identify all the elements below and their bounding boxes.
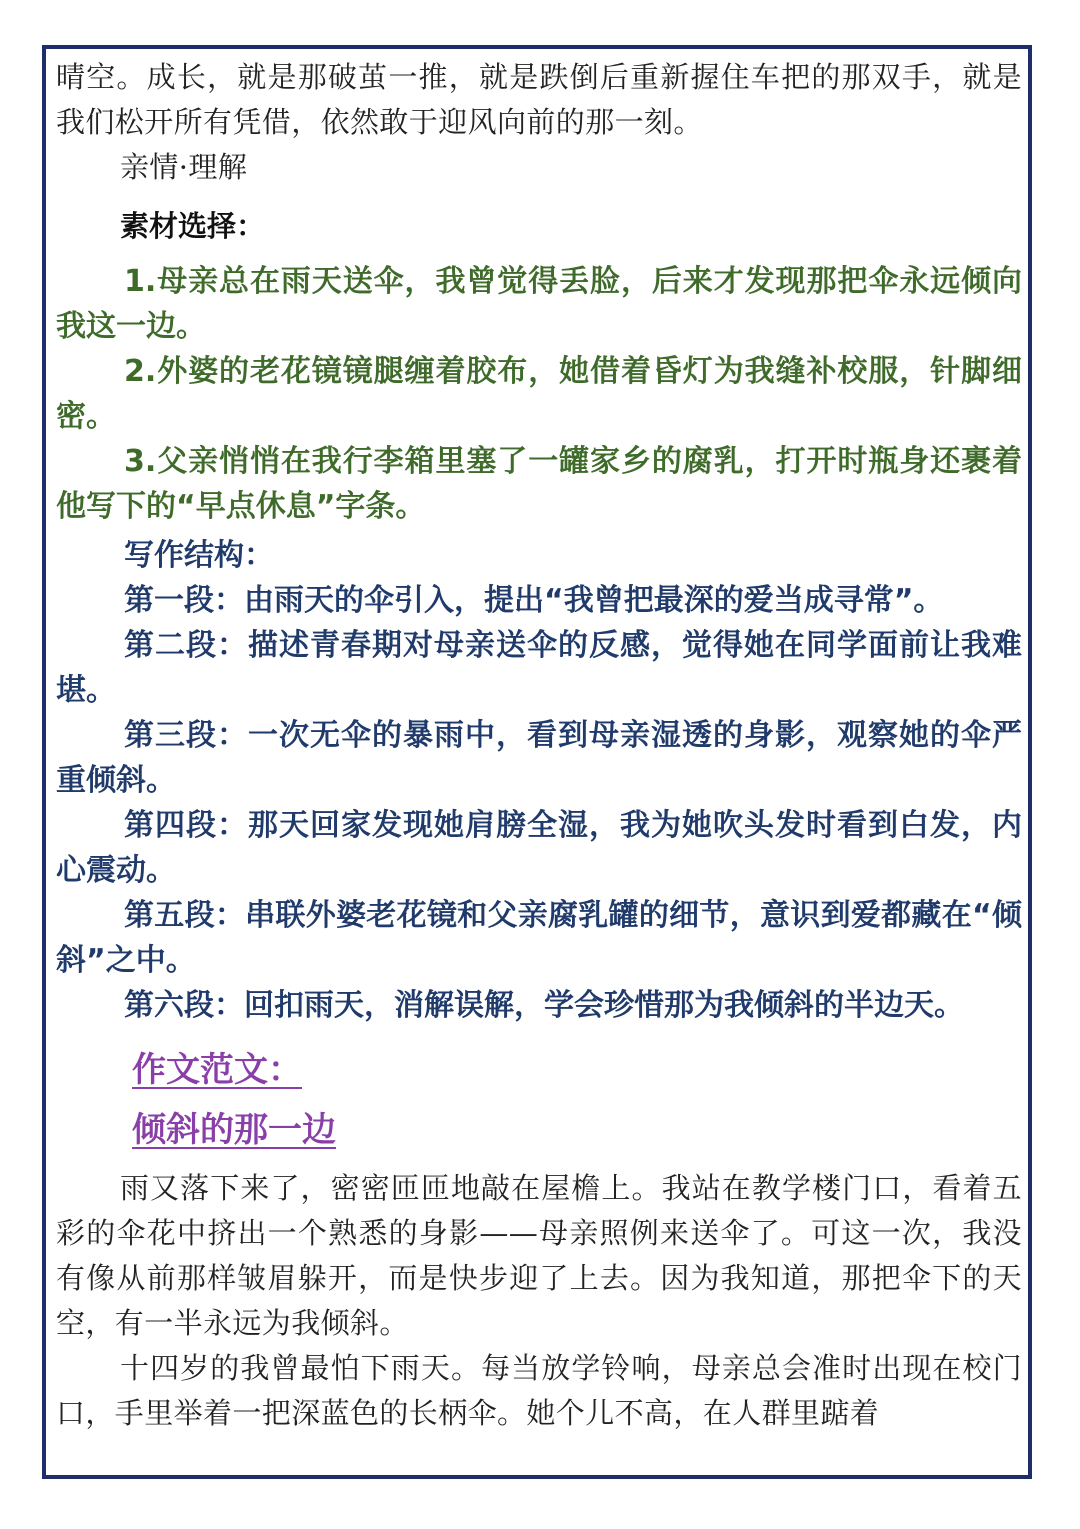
- material-item-2: 2.外婆的老花镜镜腿缠着胶布，她借着昏灯为我缝补校服，针脚细密。: [56, 354, 1022, 434]
- essay-paragraph-2: 十四岁的我曾最怕下雨天。每当放学铃响，母亲总会准时出现在校门口，手里举着一把深蓝色的长柄伞。她个儿不高，在人群里踮着: [56, 1351, 1022, 1430]
- structure-item-1: 第一段：由雨天的伞引入，提出“我曾把最深的爱当成寻常”。: [124, 583, 944, 618]
- structure-heading: 写作结构：: [124, 538, 274, 573]
- structure-item-4: 第四段：那天回家发现她肩膀全湿，我为她吹头发时看到白发，内心震动。: [56, 808, 1022, 888]
- essay-paragraph-1: 雨又落下来了，密密匝匝地敲在屋檐上。我站在教学楼门口，看着五彩的伞花中挤出一个熟悉的身影——母亲照例来送伞了。可这一次，我没有像从前那样皱眉躲开，而是快步迎了上去。因为我知道，那把伞下的天空，有一半永远为我倾斜。: [56, 1171, 1022, 1340]
- page-content: [56, 55, 1022, 1436]
- structure-item-2: 第二段：描述青春期对母亲送伞的反感，觉得她在同学面前让我难堪。: [56, 628, 1022, 708]
- essay-title: [56, 1100, 1022, 1160]
- intro-paragraph: 晴空。成长，就是那破茧一推，就是跌倒后重新握住车把的那双手，就是我们松开所有凭借，依然敢于迎风向前的那一刻。: [56, 60, 1022, 139]
- essay-title-text: 倾斜的那一边: [132, 1110, 336, 1150]
- essay-label-text: 作文范文：: [132, 1050, 302, 1090]
- page-frame: [42, 45, 1032, 1479]
- theme-label: 亲情·理解: [120, 150, 248, 184]
- essay-label: [56, 1040, 1022, 1100]
- material-item-1: 1.母亲总在雨天送伞，我曾觉得丢脸，后来才发现那把伞永远倾向我这一边。: [56, 264, 1022, 344]
- material-heading: 素材选择：: [120, 209, 266, 243]
- structure-item-6: 第六段：回扣雨天，消解误解，学会珍惜那为我倾斜的半边天。: [124, 988, 964, 1023]
- material-item-3: 3.父亲悄悄在我行李箱里塞了一罐家乡的腐乳，打开时瓶身还裹着他写下的“早点休息”字条。: [56, 444, 1022, 524]
- structure-item-3: 第三段：一次无伞的暴雨中，看到母亲湿透的身影，观察她的伞严重倾斜。: [56, 718, 1022, 798]
- structure-item-5: 第五段：串联外婆老花镜和父亲腐乳罐的细节，意识到爱都藏在“倾斜”之中。: [56, 898, 1022, 978]
